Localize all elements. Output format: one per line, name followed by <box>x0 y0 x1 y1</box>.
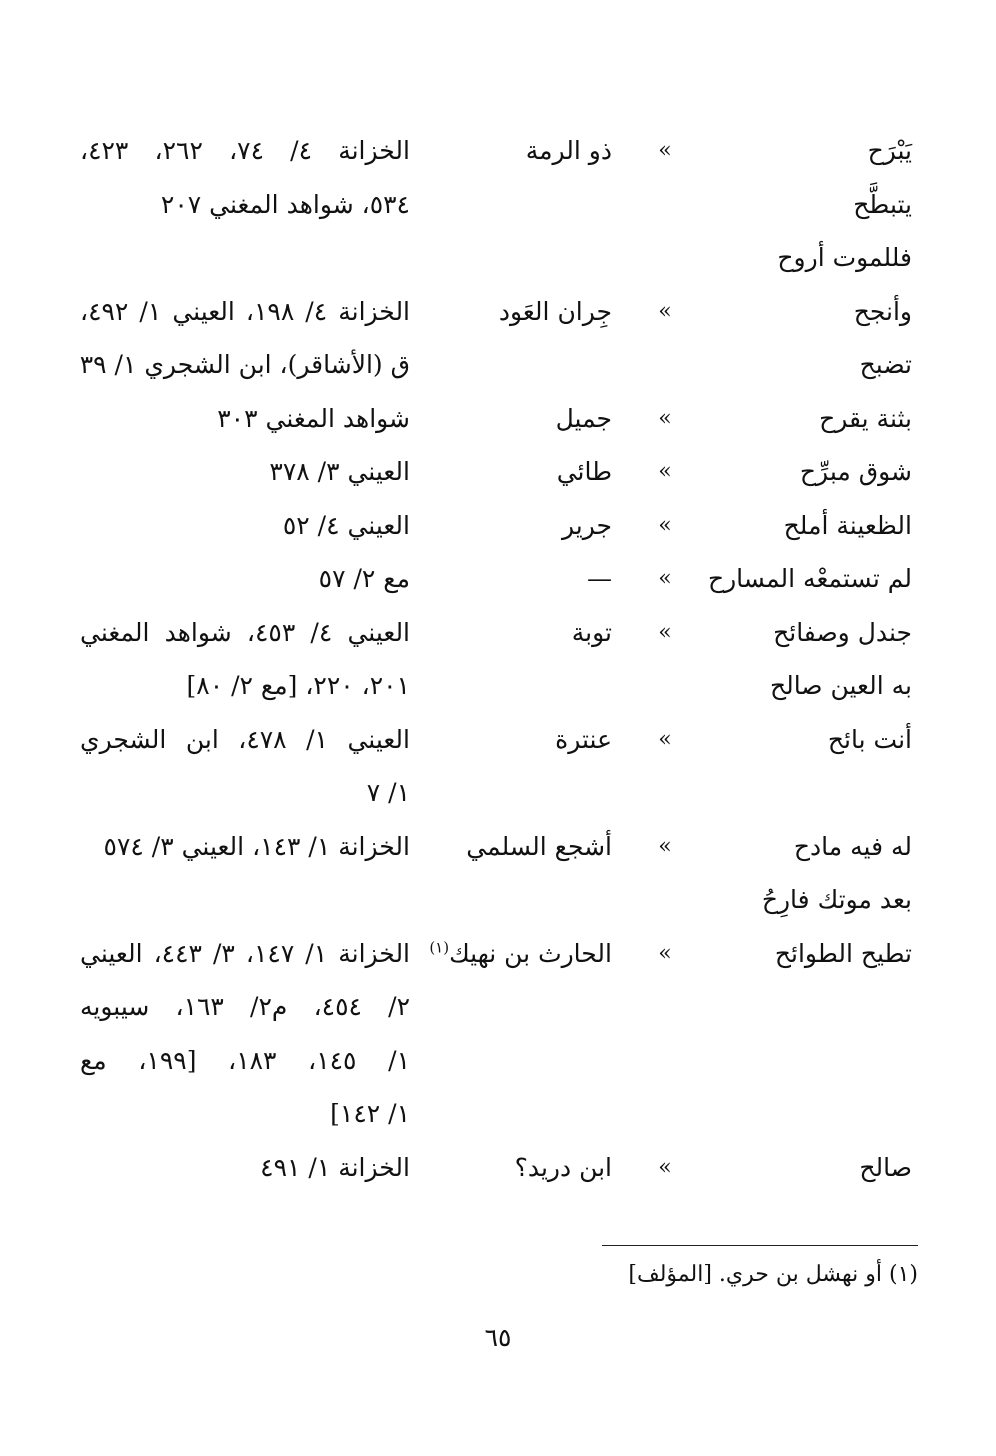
poet-name <box>412 552 612 606</box>
poet-name-text: — <box>587 564 612 593</box>
poet-name-text: ذو الرمة <box>525 136 612 165</box>
rhyme-word: يَبْرَح <box>867 136 912 165</box>
poet-name-text: الحارث بن نهيك <box>449 938 612 968</box>
poet-name <box>412 499 612 553</box>
poet-name <box>412 713 612 767</box>
source-reference: العيني ٤/ ٥٢ <box>282 510 410 540</box>
entry-line <box>70 124 922 178</box>
entry-line <box>70 820 922 874</box>
rhyme-word: له فيه مادح <box>793 831 912 861</box>
source-reference: ق (الأشاقر)، ابن الشجري ١/ ٣٩ <box>79 350 410 379</box>
ditto-mark: » <box>658 298 672 324</box>
poet-name-text: جرير <box>562 510 612 540</box>
poet-name <box>412 285 612 339</box>
rhyme-word: وأنجح <box>853 296 912 326</box>
rhyme-word: تطيح الطوائح <box>774 938 912 968</box>
entry-line <box>70 927 922 981</box>
ditto-mark: » <box>658 459 672 484</box>
poet-name <box>412 392 612 446</box>
poet-name-text: ابن دريد؟ <box>514 1152 612 1182</box>
rhyme-word: يتبطَّح <box>853 189 912 219</box>
source-reference: مع ٢/ ٥٧ <box>318 564 410 593</box>
entry-line <box>70 231 922 285</box>
source-reference: العيني ٤/ ٤٥٣، شواهد المغني <box>80 617 411 647</box>
ditto-mark: » <box>658 512 672 538</box>
poet-name-text: جِران العَود <box>498 296 612 326</box>
entry-line <box>70 445 922 499</box>
entry-line <box>70 285 922 339</box>
index-entry <box>70 606 922 713</box>
rhyme-word: شوق مبرِّح <box>799 457 912 486</box>
poet-name <box>412 927 612 981</box>
entry-line <box>70 873 922 927</box>
entry-line <box>70 392 922 446</box>
index-entry <box>70 552 922 606</box>
rhyme-word: بعد موتك فارِحُ <box>761 885 912 914</box>
ditto-mark: » <box>658 619 672 645</box>
poet-name <box>412 124 612 178</box>
rhyme-word: فللموت أروح <box>777 243 912 272</box>
source-reference: ٥٣٤، شواهد المغني ٢٠٧ <box>160 189 410 219</box>
rhyme-word: الظعينة أملح <box>783 510 912 540</box>
entry-line <box>70 1087 922 1141</box>
source-reference: الخزانة ١/ ٤٩١ <box>260 1152 410 1182</box>
ditto-mark: » <box>658 940 672 966</box>
footnote-marker: (١) <box>429 938 450 957</box>
source-reference: العيني ٣/ ٣٧٨ <box>269 457 410 486</box>
ditto-mark: » <box>658 726 672 752</box>
ditto-mark: » <box>658 566 672 591</box>
entry-line <box>70 606 922 660</box>
source-reference: ١/ ٧ <box>366 778 410 807</box>
rhyme-word: به العين صالح <box>769 671 912 700</box>
rhyme-word: أنت بائح <box>827 724 912 754</box>
poet-name-text: أشجع السلمي <box>466 831 612 861</box>
rhyme-word: بثنة يقرح <box>819 403 912 433</box>
entry-line <box>70 178 922 232</box>
entry-line <box>70 1141 922 1195</box>
source-reference: ٢٠١، ٢٢٠، [مع ٢/ ٨٠] <box>186 671 410 700</box>
source-reference: العيني ١/ ٤٧٨، ابن الشجري <box>80 724 410 754</box>
rhyme-word: لم تستمعْه المسارح <box>707 564 912 593</box>
poet-name-text: توبة <box>571 617 612 647</box>
index-entry <box>70 820 922 927</box>
entry-line <box>70 713 922 767</box>
poet-name <box>412 820 612 874</box>
entry-line <box>70 659 922 713</box>
page-number: ٦٥ <box>484 1323 512 1352</box>
source-reference: ١/ ١٤٢] <box>330 1099 410 1128</box>
poet-name <box>412 445 612 499</box>
index-entry <box>70 713 922 820</box>
index-entry <box>70 392 922 446</box>
ditto-mark: » <box>658 1154 672 1180</box>
source-reference: الخزانة ١/ ١٤٧، ٣/ ٤٤٣، العيني <box>80 938 411 968</box>
ditto-mark: » <box>658 405 672 431</box>
index-entry <box>70 285 922 392</box>
ditto-mark: » <box>658 833 672 859</box>
entry-line <box>70 499 922 553</box>
ditto-mark: » <box>658 138 672 163</box>
source-reference: ٢/ ٤٥٤، م٢/ ١٦٣، سيبويه <box>80 992 410 1021</box>
footnote: (١) أو نهشل بن حري. [المؤلف] <box>628 1262 918 1287</box>
entry-line <box>70 980 922 1034</box>
rhyme-word: جندل وصفائح <box>773 617 912 647</box>
source-reference: الخزانة ١/ ١٤٣، العيني ٣/ ٥٧٤ <box>103 831 410 861</box>
index-entry <box>70 927 922 1141</box>
rhyme-word: تضبح <box>859 350 912 379</box>
poet-name-text: جميل <box>555 403 612 433</box>
source-reference: شواهد المغني ٣٠٣ <box>217 403 410 433</box>
rhyme-word: صالح <box>859 1152 912 1182</box>
source-reference: الخزانة ٤/ ١٩٨، العيني ١/ ٤٩٢، <box>80 296 411 326</box>
poet-name-text: طائي <box>556 457 612 486</box>
source-reference: الخزانة ٤/ ٧٤، ٢٦٢، ٤٢٣، <box>80 136 410 165</box>
poet-name-text: عنترة <box>555 724 612 754</box>
index-entry <box>70 445 922 499</box>
poet-name <box>412 606 612 660</box>
footnote-divider <box>602 1245 918 1246</box>
index-table <box>70 124 922 1194</box>
index-entry <box>70 499 922 553</box>
entry-line <box>70 552 922 606</box>
index-entry <box>70 1141 922 1195</box>
index-entry <box>70 124 922 285</box>
poet-name <box>412 1141 612 1195</box>
source-reference: ١/ ١٤٥، ١٨٣، [١٩٩، مع <box>80 1045 411 1075</box>
entry-line <box>70 1034 922 1088</box>
entry-line <box>70 766 922 820</box>
entry-line <box>70 338 922 392</box>
